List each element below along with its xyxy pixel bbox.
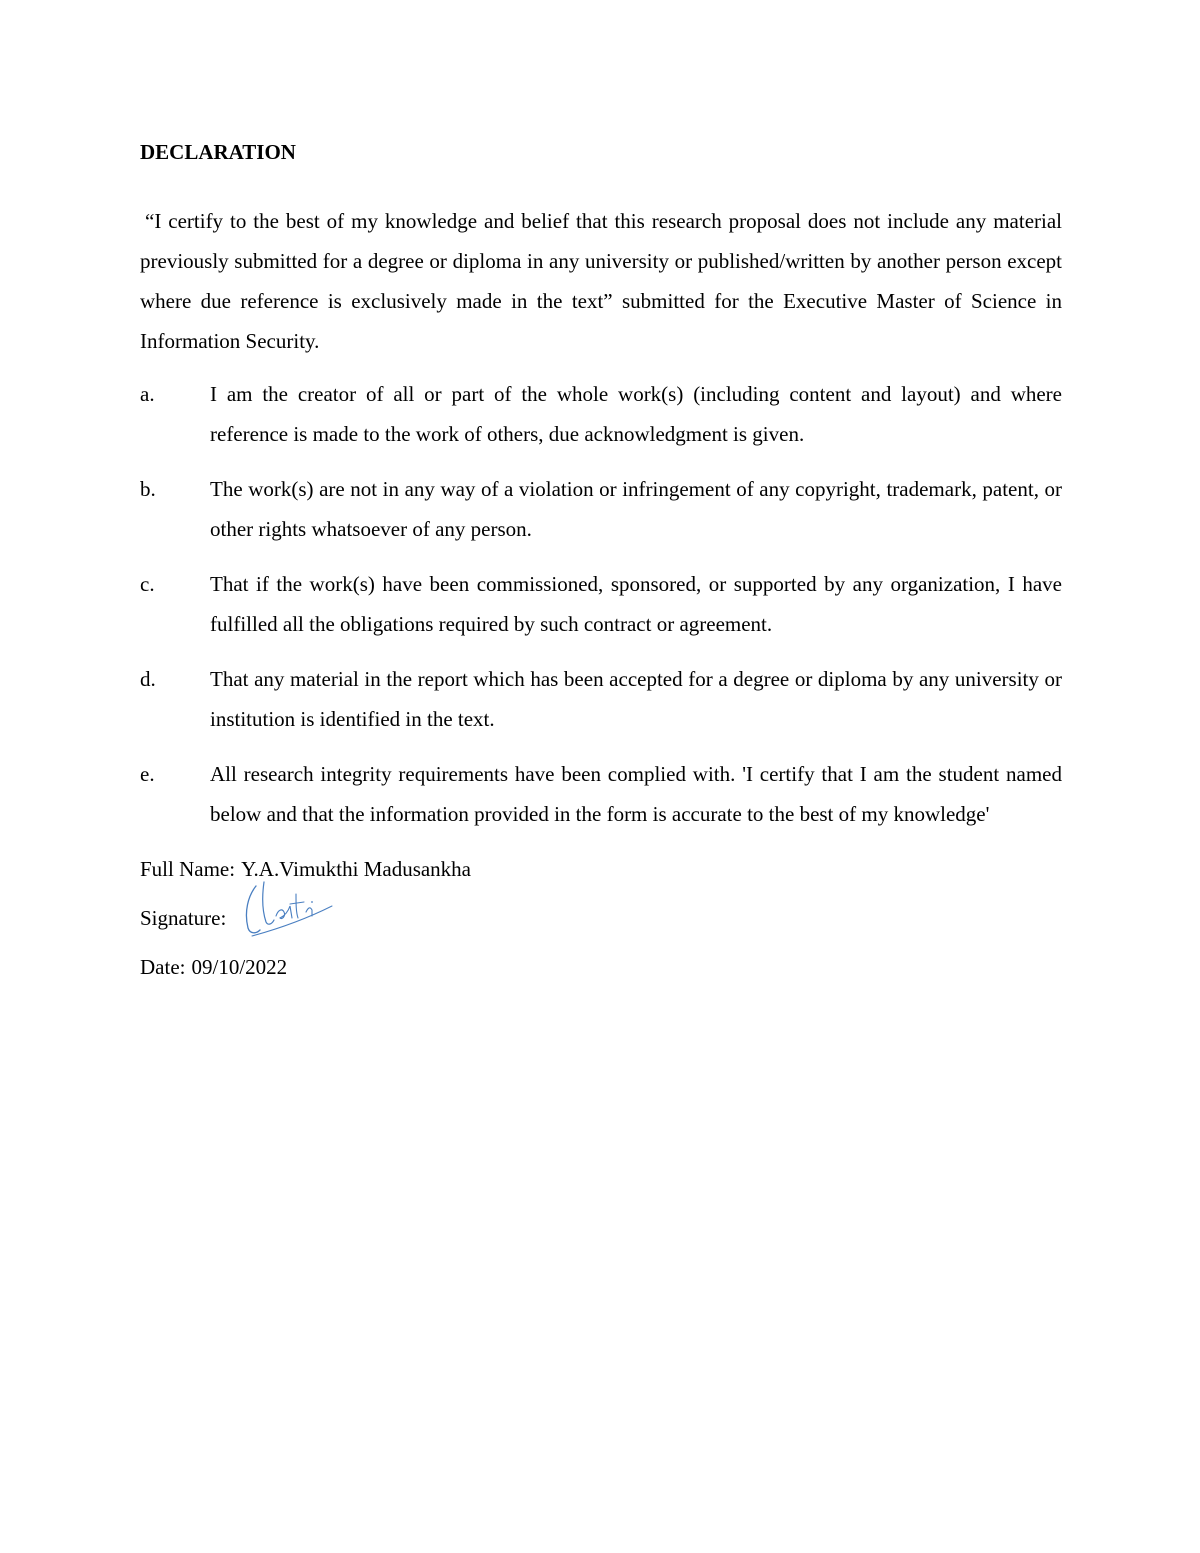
list-marker: c. [140,572,155,597]
date-label: Date: [140,955,186,980]
list-marker: e. [140,762,155,787]
full-name-label: Full Name: [140,857,236,882]
list-item-text: That if the work(s) have been commissioned, sponsored, or supported by any organization, I have fulfilled all the obligations required by such contract or agreement. [210,572,1062,637]
declaration-intro: “I certify to the best of my knowledge and belief that this research proposal does not include any material previously submitted for a degree or diploma in any university or published/written by another person except where due reference is exclusively made in the text” submitted for the Executive Master of Science in Information Security. [140,209,1062,354]
list-item-text: All research integrity requirements have been complied with. 'I certify that I am the student named below and that the information provided in the form is accurate to the best of my knowledge' [210,762,1062,827]
list-item [140,659,1062,739]
date-field [140,947,1062,987]
list-item-text: The work(s) are not in any way of a violation or infringement of any copyright, trademark, patent, or other rights whatsoever of any person. [210,477,1062,542]
signature-label: Signature: [140,906,227,931]
signature-field [140,896,1062,940]
list-item-text: That any material in the report which has been accepted for a degree or diploma by any university or institution is identified in the text. [210,667,1062,732]
list-item [140,374,1062,454]
list-marker: b. [140,477,156,502]
list-marker: d. [140,667,156,692]
list-marker: a. [140,382,155,407]
list-item [140,469,1062,549]
declaration-list [140,374,1062,834]
list-item-text: I am the creator of all or part of the whole work(s) (including content and layout) and where reference is made to the work of others, due acknowledgment is given. [210,382,1062,447]
full-name-value: Y.A.Vimukthi Madusankha [241,857,472,882]
declaration-page [140,140,1062,994]
page-title: DECLARATION [140,140,296,164]
list-item [140,564,1062,644]
signature-icon [234,876,334,940]
date-value: 09/10/2022 [191,955,288,980]
list-item [140,754,1062,834]
